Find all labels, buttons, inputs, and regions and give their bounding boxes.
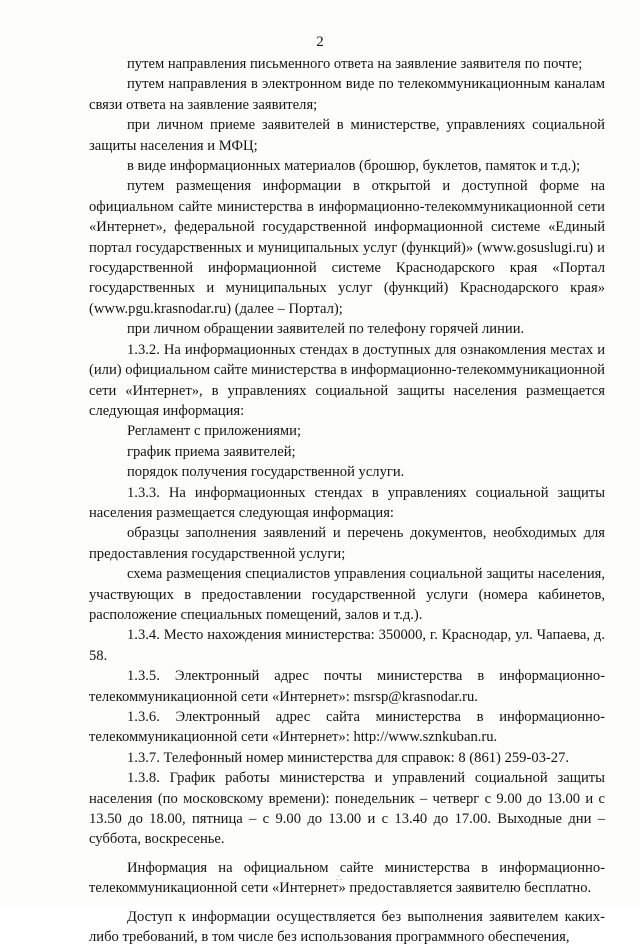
paragraph: график приема заявителей;	[127, 443, 296, 460]
paragraph: 1.3.7. Телефонный номер министерства для справок: 8 (861) 259-03-27.	[127, 749, 570, 766]
footer-mark: ∴	[336, 873, 342, 883]
paragraph: Информация на официальном сайте министерства в информационно-телекоммуникационной сети «Интернет» предоставляется заявителю бесплатно.	[89, 859, 605, 897]
paragraph: 1.3.2. На информационных стендах в доступных для ознакомления местах и (или) официальном сайте министерства в информационно-телекоммуникационной сети «Интернет», в управлениях социальной защиты населения размещается следующая информация:	[89, 341, 605, 419]
paragraph: порядок получения государственной услуги.	[127, 464, 405, 481]
paragraph: образцы заполнения заявлений и перечень документов, необходимых для предоставления государственной услуги;	[89, 525, 605, 562]
paragraph: при личном обращении заявителей по телефону горячей линии.	[127, 321, 525, 338]
paragraph: 1.3.3. На информационных стендах в управлениях социальной защиты населения размещается следующая информация:	[89, 484, 605, 521]
paragraph: 1.3.5. Электронный адрес почты министерства в информационно-телекоммуникационной сети «Интернет»: msrsp@krasnodar.ru.	[89, 668, 605, 705]
paragraph: при личном приеме заявителей в министерстве, управлениях социальной защиты населения и МФЦ;	[89, 117, 605, 154]
paragraph: Регламент с приложениями;	[127, 423, 302, 440]
paragraph: путем направления письменного ответа на заявление заявителя по почте;	[127, 56, 583, 72]
paragraph: Доступ к информации осуществляется без выполнения заявителем каких-либо требований, в том числе без использования программного обеспечения,	[89, 908, 605, 946]
document-body	[89, 54, 605, 947]
paragraph: 1.3.8. График работы министерства и управлений социальной защиты населения (по московскому времени): понедельник – четверг с 9.00 до 13.00 и с 13.50 до 18.00, пятница – с 9.00 до 13.00 и с 13.40 до 17.00. Выходные дни – суббота, воскресенье.	[89, 770, 605, 848]
paragraph: путем направления в электронном виде по телекоммуникационным каналам связи ответа на заявление заявителя;	[89, 76, 605, 113]
paragraph: в виде информационных материалов (брошюр, буклетов, памяток и т.д.);	[127, 158, 581, 175]
paragraph: 1.3.4. Место нахождения министерства: 350000, г. Краснодар, ул. Чапаева, д. 58.	[89, 627, 605, 664]
paragraph: схема размещения специалистов управления социальной защиты населения, участвующих в предоставлении государственной услуги (номера кабинетов, расположение специальных помещений, залов и т.д.).	[89, 566, 605, 623]
paragraph: путем размещения информации в открытой и доступной форме на официальном сайте министерства в информационно-телекоммуникационной сети «Интернет», федеральной государственной информационной системе «Единый портал государственных и муниципальных услуг (функций)» (www.gosuslugi.ru) и государственной информационной системе Краснодарского края «Портал государственных и муниципальных услуг (функций) Краснодарского края» (www.pgu.krasnodar.ru) (далее – Портал);	[89, 178, 605, 317]
page-number: 2	[316, 34, 324, 50]
paragraph: 1.3.6. Электронный адрес сайта министерства в информационно-телекоммуникационной сети «Интернет»: http://www.sznkuban.ru.	[89, 709, 605, 746]
